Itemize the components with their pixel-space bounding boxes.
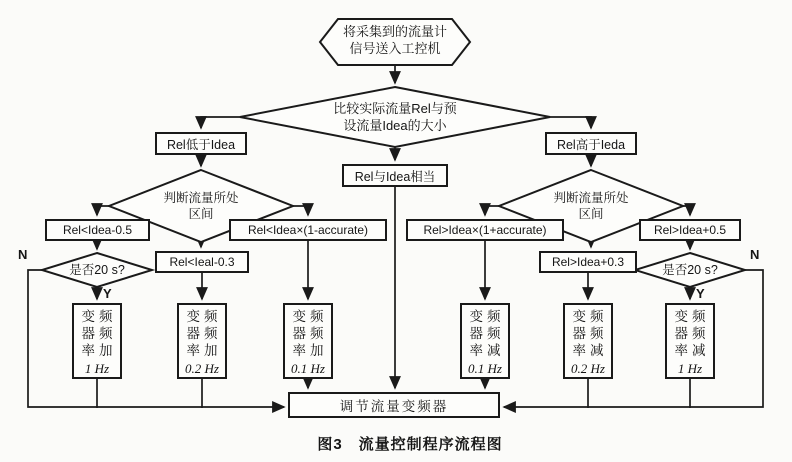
edge-judgeleft-cond1 bbox=[97, 206, 109, 215]
judge-left-line2: 区间 bbox=[188, 207, 214, 221]
action2-line1: 变频 bbox=[186, 309, 222, 324]
compare-line2: 设流量Idea的大小 bbox=[343, 117, 447, 133]
action6-line2: 器频 bbox=[674, 326, 710, 341]
timer-left-node-text: 是否20 s? bbox=[69, 263, 125, 277]
action1-line2: 器频 bbox=[81, 326, 117, 341]
figure-caption: 图3 流量控制程序流程图 bbox=[317, 436, 503, 453]
action1-line1: 变频 bbox=[81, 309, 117, 324]
action6-line1: 变频 bbox=[674, 309, 710, 324]
edge-judgeright-cond6 bbox=[683, 206, 690, 215]
judge-left-node-text bbox=[125, 190, 277, 222]
timer-left-yes-label: Y bbox=[103, 286, 112, 301]
start-line1: 将采集到的流量计 bbox=[342, 24, 447, 39]
timer-right-node-text: 是否20 s? bbox=[662, 263, 718, 277]
node-adjust: 调节流量变频器 bbox=[288, 392, 500, 418]
node-action6 bbox=[665, 303, 715, 379]
compare-node-text bbox=[273, 101, 517, 134]
compare-line1: 比较实际流量Rel与预 bbox=[333, 101, 457, 116]
action4-line1: 变频 bbox=[469, 309, 505, 324]
action4-line3: 率减 bbox=[469, 343, 505, 358]
judge-right-line1: 判断流量所处 bbox=[553, 191, 629, 205]
edge-timerleft-no-adjust bbox=[28, 270, 284, 407]
node-action3 bbox=[283, 303, 333, 379]
action2-line2: 器频 bbox=[186, 326, 222, 341]
node-cond3: Rel<Idea×(1-accurate) bbox=[229, 219, 387, 241]
action6-value: 1 Hz bbox=[677, 361, 703, 376]
timer-right-no-label: N bbox=[750, 247, 760, 262]
edge-judgeright-cond4 bbox=[485, 206, 499, 215]
node-cond2: Rel<Ieal-0.3 bbox=[155, 251, 249, 273]
edge-judgeleft-cond3 bbox=[293, 206, 308, 215]
node-action5 bbox=[563, 303, 613, 379]
node-action2 bbox=[177, 303, 227, 379]
judge-left-line1: 判断流量所处 bbox=[163, 191, 239, 205]
action3-line1: 变频 bbox=[292, 309, 328, 324]
action6-line3: 率减 bbox=[674, 343, 710, 358]
node-action4 bbox=[460, 303, 510, 379]
action2-line3: 率加 bbox=[186, 343, 222, 358]
node-rel-equal: Rel与Idea相当 bbox=[342, 164, 448, 187]
edge-compare-high bbox=[550, 117, 591, 128]
node-cond5: Rel>Idea+0.3 bbox=[539, 251, 637, 273]
node-rel-low: Rel低于Idea bbox=[155, 132, 247, 155]
edge-timerright-no-adjust bbox=[504, 270, 763, 407]
node-cond1: Rel<Idea-0.5 bbox=[45, 219, 150, 241]
action5-line3: 率减 bbox=[572, 343, 608, 358]
judge-right-line2: 区间 bbox=[578, 207, 604, 221]
action5-value: 0.2 Hz bbox=[571, 361, 605, 376]
action4-line2: 器频 bbox=[469, 326, 505, 341]
action3-line3: 率加 bbox=[292, 343, 328, 358]
node-action1 bbox=[72, 303, 122, 379]
timer-left-no-label: N bbox=[18, 247, 28, 262]
start-line2: 信号送入工控机 bbox=[349, 40, 441, 56]
action5-line2: 器频 bbox=[572, 326, 608, 341]
node-cond6: Rel>Idea+0.5 bbox=[639, 219, 741, 241]
edge-compare-low bbox=[201, 117, 240, 128]
timer-right-yes-label: Y bbox=[696, 286, 705, 301]
node-rel-high: Rel高于Ieda bbox=[545, 132, 637, 155]
action5-line1: 变频 bbox=[572, 309, 608, 324]
action3-value: 0.1 Hz bbox=[291, 361, 325, 376]
action1-value: 1 Hz bbox=[84, 361, 110, 376]
node-cond4: Rel>Idea×(1+accurate) bbox=[406, 219, 564, 241]
action1-line3: 率加 bbox=[81, 343, 117, 358]
action2-value: 0.2 Hz bbox=[185, 361, 219, 376]
action4-value: 0.1 Hz bbox=[468, 361, 502, 376]
start-node-text bbox=[320, 24, 470, 57]
action3-line2: 器频 bbox=[292, 326, 328, 341]
judge-right-node-text bbox=[515, 190, 667, 222]
